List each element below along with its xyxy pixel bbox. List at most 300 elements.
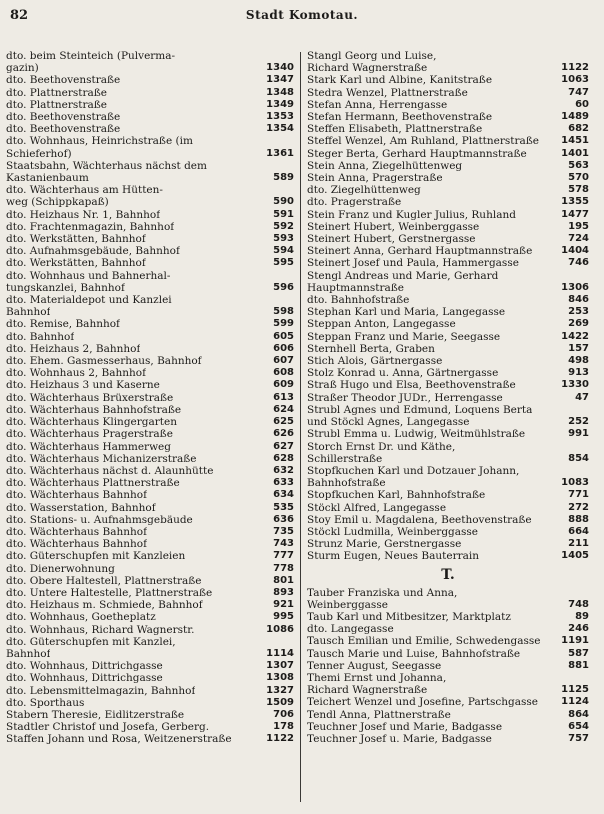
entry-name: dto. Langegasse — [307, 623, 394, 636]
entry-name: dto. Ziegelhüttenweg — [307, 184, 421, 197]
entry-house-number: 626 — [273, 428, 294, 440]
entry-house-number: 60 — [575, 98, 589, 110]
entry-house-number: 777 — [273, 550, 294, 562]
directory-entry — [6, 441, 294, 453]
directory-entry — [307, 648, 589, 660]
entry-house-number: 1405 — [561, 550, 589, 562]
entry-house-number: 1191 — [561, 635, 589, 647]
entry-house-number: 757 — [568, 732, 589, 744]
entry-name: dto. Wächterhaus am Hütten- — [6, 184, 163, 197]
entry-name: Bahnhof — [6, 306, 51, 319]
entry-house-number: 636 — [273, 513, 294, 525]
entry-name: dto. Wächterhaus Michanizerstraße — [6, 452, 197, 465]
entry-house-number: 664 — [568, 525, 589, 537]
entry-name: Tenner August, Seegasse — [307, 659, 442, 672]
entry-house-number: 778 — [273, 562, 294, 574]
entry-name: dto. Bahnhofstraße — [307, 294, 410, 307]
directory-entry — [307, 404, 589, 416]
directory-entry — [6, 74, 294, 86]
entry-name: dto. Wasserstation, Bahnhof — [6, 501, 156, 514]
entry-name: Steinert Josef und Paula, Hammergasse — [307, 257, 519, 270]
entry-name: dto. Heizhaus 3 und Kaserne — [6, 379, 160, 392]
entry-house-number: 771 — [568, 489, 589, 501]
entry-name: dto. beim Steinteich (Pulverma- — [6, 50, 176, 62]
entry-name: Strunz Marie, Gerstnergasse — [307, 538, 462, 551]
entry-house-number: 598 — [273, 306, 294, 318]
entry-name: Tausch Emilian und Emilie, Schwedengasse — [307, 635, 541, 648]
directory-entry — [6, 502, 294, 514]
entry-name: dto. Remise, Bahnhof — [6, 318, 120, 331]
entry-name: Richard Wagnerstraße — [307, 62, 428, 75]
entry-name: dto. Beethovenstraße — [6, 111, 121, 124]
entry-name: dto. Wächterhaus Pragerstraße — [6, 428, 173, 441]
entry-house-number: 535 — [273, 501, 294, 513]
entry-house-number: 913 — [568, 367, 589, 379]
directory-entry — [6, 184, 294, 196]
directory-entry — [6, 624, 294, 636]
entry-name: dto. Wohnhaus, Heinrichstraße (im — [6, 135, 193, 148]
directory-entry — [6, 196, 294, 208]
right-column-s-section — [307, 50, 589, 563]
directory-entry — [6, 733, 294, 745]
entry-name: Stich Alois, Gärtnergasse — [307, 355, 443, 368]
entry-name: Steffen Elisabeth, Plattnerstraße — [307, 123, 483, 136]
entry-house-number: 570 — [568, 172, 589, 184]
entry-name: Sturm Eugen, Neues Bauterrain — [307, 550, 479, 563]
entry-house-number: 613 — [273, 391, 294, 403]
entry-name: Hauptmannstraße — [307, 281, 404, 294]
directory-entry — [6, 563, 294, 575]
directory-entry — [307, 599, 589, 611]
entry-name: dto. Wächterhaus Klingergarten — [6, 416, 177, 429]
entry-house-number: 89 — [575, 610, 589, 622]
entry-house-number: 1477 — [561, 208, 589, 220]
entry-name: dto. Wächterhaus Brüxerstraße — [6, 391, 174, 404]
entry-house-number: 47 — [575, 391, 589, 403]
directory-entry — [307, 623, 589, 635]
entry-house-number: 743 — [273, 538, 294, 550]
directory-entry — [6, 294, 294, 306]
directory-entry — [307, 416, 589, 428]
entry-house-number: 1361 — [266, 147, 294, 159]
directory-entry — [307, 672, 589, 684]
entry-name: dto. Wächterhaus nächst d. Alaunhütte — [6, 464, 214, 477]
entry-name: dto. Heizhaus Nr. 1, Bahnhof — [6, 208, 161, 221]
directory-entry — [6, 306, 294, 318]
entry-house-number: 595 — [273, 257, 294, 269]
entry-house-number: 606 — [273, 342, 294, 354]
entry-house-number: 1340 — [266, 62, 294, 74]
entry-name: Stoy Emil u. Magdalena, Beethovenstraße — [307, 513, 532, 526]
directory-entry — [6, 257, 294, 269]
entry-name: Tauber Franziska und Anna, — [307, 586, 458, 599]
directory-entry — [307, 526, 589, 538]
entry-name: Stefan Hermann, Beethovenstraße — [307, 111, 493, 124]
entry-house-number: 592 — [273, 220, 294, 232]
entry-house-number: 1422 — [561, 330, 589, 342]
entry-name: Stangl Georg und Luise, — [307, 50, 437, 62]
directory-entry — [6, 392, 294, 404]
directory-entry — [307, 477, 589, 489]
entry-name: Straß Hugo und Elsa, Beethovenstraße — [307, 379, 516, 392]
directory-entry — [307, 233, 589, 245]
directory-entry — [307, 709, 589, 721]
directory-entry — [307, 209, 589, 221]
entry-name: Stadtler Christof und Josefa, Gerberg. — [6, 721, 210, 734]
entry-name: Steinert Hubert, Weinberggasse — [307, 220, 480, 233]
entry-house-number: 1308 — [266, 672, 294, 684]
entry-house-number: 1353 — [266, 111, 294, 123]
entry-house-number: 893 — [273, 586, 294, 598]
entry-name: Stein Anna, Ziegelhüttenweg — [307, 159, 463, 172]
directory-entry — [6, 697, 294, 709]
directory-entry — [6, 416, 294, 428]
entry-house-number: 628 — [273, 452, 294, 464]
entry-name: dto. Heizhaus 2, Bahnhof — [6, 342, 141, 355]
directory-entry — [6, 270, 294, 282]
directory-entry — [307, 160, 589, 172]
entry-house-number: 498 — [568, 355, 589, 367]
entry-name: dto. Werkstätten, Bahnhof — [6, 233, 146, 246]
directory-entry — [307, 660, 589, 672]
entry-house-number: 253 — [568, 306, 589, 318]
directory-entry — [6, 685, 294, 697]
entry-name: Bahnhof — [6, 647, 51, 660]
directory-entry — [307, 306, 589, 318]
directory-entry — [6, 160, 294, 172]
entry-name: dto. Güterschupfen mit Kanzleien — [6, 550, 186, 563]
entry-name: dto. Beethovenstraße — [6, 74, 121, 87]
directory-entry — [307, 172, 589, 184]
directory-entry — [307, 465, 589, 477]
directory-entry — [6, 148, 294, 160]
directory-entry — [6, 355, 294, 367]
entry-name: tungskanzlei, Bahnhof — [6, 281, 125, 294]
entry-house-number: 1122 — [266, 733, 294, 745]
directory-entry — [307, 245, 589, 257]
entry-name: weg (Schippkapaß) — [6, 196, 109, 209]
directory-entry — [307, 62, 589, 74]
entry-name: Stengl Andreas und Marie, Gerhard — [307, 269, 499, 282]
entry-name: dto. Wohnhaus und Bahnerhal- — [6, 269, 171, 282]
entry-house-number: 1327 — [266, 684, 294, 696]
entry-house-number: 747 — [568, 86, 589, 98]
entry-house-number: 627 — [273, 440, 294, 452]
entry-name: und Stöckl Agnes, Langegasse — [307, 416, 470, 429]
directory-entry — [6, 672, 294, 684]
directory-entry — [6, 587, 294, 599]
directory-entry — [307, 441, 589, 453]
entry-house-number: 682 — [568, 123, 589, 135]
entry-name: dto. Lebensmittelmagazin, Bahnhof — [6, 684, 196, 697]
entry-name: dto. Heizhaus m. Schmiede, Bahnhof — [6, 599, 203, 612]
entry-name: dto. Beethovenstraße — [6, 123, 121, 136]
entry-name: Steger Berta, Gerhard Hauptmannstraße — [307, 147, 527, 160]
directory-entry — [6, 721, 294, 733]
entry-name: dto. Materialdepot und Kanzlei — [6, 294, 172, 307]
entry-name: Stolz Konrad u. Anna, Gärtnergasse — [307, 367, 499, 380]
directory-entry — [6, 489, 294, 501]
directory-entry — [307, 538, 589, 550]
directory-entry — [6, 660, 294, 672]
directory-entry — [307, 611, 589, 623]
directory-entry — [6, 282, 294, 294]
directory-entry — [307, 696, 589, 708]
page-number: 82 — [10, 8, 29, 23]
entry-name: dto. Frachtenmagazin, Bahnhof — [6, 220, 175, 233]
entry-house-number: 589 — [273, 172, 294, 184]
right-column-t-section — [307, 587, 589, 746]
directory-entry — [307, 550, 589, 562]
directory-entry — [307, 87, 589, 99]
directory-entry — [307, 367, 589, 379]
entry-name: gazin) — [6, 62, 39, 75]
entry-name: Steppan Anton, Langegasse — [307, 318, 456, 331]
entry-house-number: 1489 — [561, 111, 589, 123]
entry-name: dto. Plattnerstraße — [6, 86, 107, 99]
entry-house-number: 748 — [568, 598, 589, 610]
entry-name: dto. Wächterhaus Bahnhofstraße — [6, 403, 182, 416]
directory-entry — [307, 635, 589, 647]
entry-name: Stein Franz und Kugler Julius, Ruhland — [307, 208, 516, 221]
directory-entry — [307, 502, 589, 514]
entry-house-number: 1086 — [266, 623, 294, 635]
entry-name: Teuchner Josef u. Marie, Badgasse — [307, 732, 492, 745]
entry-name: Tendl Anna, Plattnerstraße — [307, 708, 451, 721]
entry-house-number: 706 — [273, 708, 294, 720]
directory-entry — [6, 99, 294, 111]
entry-name: dto. Ehem. Gasmesserhaus, Bahnhof — [6, 355, 202, 368]
entry-house-number: 724 — [568, 233, 589, 245]
entry-house-number: 1125 — [561, 684, 589, 696]
directory-entry — [6, 87, 294, 99]
entry-name: Weinberggasse — [307, 598, 388, 611]
entry-house-number: 624 — [273, 403, 294, 415]
entry-house-number: 634 — [273, 489, 294, 501]
entry-house-number: 599 — [273, 318, 294, 330]
entry-name: Stöckl Alfred, Langegasse — [307, 501, 447, 514]
directory-entry — [6, 172, 294, 184]
entry-house-number: 1354 — [266, 123, 294, 135]
entry-name: Stopfkuchen Karl, Bahnhofstraße — [307, 489, 486, 502]
directory-entry — [6, 331, 294, 343]
entry-house-number: 1509 — [266, 696, 294, 708]
entry-house-number: 272 — [568, 501, 589, 513]
entry-house-number: 211 — [568, 538, 589, 550]
directory-entry — [6, 343, 294, 355]
entry-name: Richard Wagnerstraße — [307, 684, 428, 697]
directory-entry — [6, 123, 294, 135]
entry-name: dto. Plattnerstraße — [6, 98, 107, 111]
directory-entry — [307, 684, 589, 696]
directory-entry — [6, 404, 294, 416]
entry-house-number: 269 — [568, 318, 589, 330]
entry-house-number: 881 — [568, 659, 589, 671]
entry-name: Steppan Franz und Marie, Seegasse — [307, 330, 501, 343]
entry-house-number: 921 — [273, 599, 294, 611]
directory-entry — [6, 526, 294, 538]
entry-name: Staffen Johann und Rosa, Weitzenerstraße — [6, 733, 232, 746]
directory-entry — [6, 111, 294, 123]
entry-house-number: 1063 — [561, 74, 589, 86]
directory-entry — [307, 331, 589, 343]
directory-entry — [6, 575, 294, 587]
entry-name: Steffel Wenzel, Am Ruhland, Plattnerstraße — [307, 135, 540, 148]
directory-entry — [307, 453, 589, 465]
entry-name: dto. Wohnhaus 2, Bahnhof — [6, 367, 147, 380]
entry-house-number: 1306 — [561, 281, 589, 293]
entry-name: dto. Wächterhaus Plattnerstraße — [6, 477, 180, 490]
entry-name: Staatsbahn, Wächterhaus nächst dem — [6, 159, 207, 172]
entry-house-number: 864 — [568, 708, 589, 720]
entry-house-number: 746 — [568, 257, 589, 269]
directory-entry — [6, 636, 294, 648]
entry-name: Kastanienbaum — [6, 172, 89, 185]
directory-entry — [307, 392, 589, 404]
entry-name: dto. Wohnhaus, Dittrichgasse — [6, 672, 163, 685]
entry-house-number: 1401 — [561, 147, 589, 159]
entry-house-number: 991 — [568, 428, 589, 440]
column-divider — [300, 52, 301, 802]
entry-name: Strubl Emma u. Ludwig, Weitmühlstraße — [307, 428, 526, 441]
directory-entry — [307, 489, 589, 501]
entry-name: dto. Pragerstraße — [307, 196, 402, 209]
directory-entry — [6, 709, 294, 721]
entry-house-number: 888 — [568, 513, 589, 525]
entry-house-number: 1347 — [266, 74, 294, 86]
entry-house-number: 609 — [273, 379, 294, 391]
directory-entry — [6, 477, 294, 489]
entry-house-number: 593 — [273, 233, 294, 245]
entry-name: Stopfkuchen Karl und Dotzauer Johann, — [307, 464, 520, 477]
directory-entry — [307, 74, 589, 86]
entry-house-number: 1404 — [561, 245, 589, 257]
directory-entry — [6, 428, 294, 440]
entry-name: Taub Karl und Mitbesitzer, Marktplatz — [307, 610, 511, 623]
entry-name: dto. Dienerwohnung — [6, 562, 115, 575]
entry-name: Teichert Wenzel und Josefine, Partschgasse — [307, 696, 539, 709]
directory-entry — [6, 465, 294, 477]
entry-house-number: 625 — [273, 416, 294, 428]
entry-house-number: 654 — [568, 720, 589, 732]
entry-name: Steinert Hubert, Gerstnergasse — [307, 233, 476, 246]
directory-entry — [6, 221, 294, 233]
entry-house-number: 1330 — [561, 379, 589, 391]
directory-entry — [307, 221, 589, 233]
directory-entry — [6, 233, 294, 245]
entry-name: Stefan Anna, Herrengasse — [307, 98, 448, 111]
directory-entry — [307, 111, 589, 123]
entry-house-number: 594 — [273, 245, 294, 257]
entry-name: Tausch Marie und Luise, Bahnhofstraße — [307, 647, 521, 660]
entry-house-number: 157 — [568, 342, 589, 354]
directory-entry — [6, 538, 294, 550]
entry-name: Stabern Theresie, Eidlitzerstraße — [6, 708, 185, 721]
entry-house-number: 846 — [568, 294, 589, 306]
directory-entry — [307, 587, 589, 599]
entry-house-number: 1355 — [561, 196, 589, 208]
entry-name: dto. Sporthaus — [6, 696, 85, 709]
directory-entry — [307, 184, 589, 196]
entry-house-number: 1114 — [266, 647, 294, 659]
entry-house-number: 591 — [273, 208, 294, 220]
entry-house-number: 1451 — [561, 135, 589, 147]
directory-entry — [6, 453, 294, 465]
entry-house-number: 1349 — [266, 98, 294, 110]
entry-house-number: 1124 — [561, 696, 589, 708]
entry-house-number: 587 — [568, 647, 589, 659]
directory-entry — [307, 270, 589, 282]
entry-house-number: 633 — [273, 477, 294, 489]
entry-name: Stephan Karl und Maria, Langegasse — [307, 306, 506, 319]
entry-name: Themi Ernst und Johanna, — [307, 671, 447, 684]
directory-entry — [307, 282, 589, 294]
entry-name: Stark Karl und Albine, Kanitstraße — [307, 74, 493, 87]
entry-house-number: 1348 — [266, 86, 294, 98]
directory-entry — [307, 50, 589, 62]
entry-house-number: 590 — [273, 196, 294, 208]
directory-entry — [307, 318, 589, 330]
entry-house-number: 1083 — [561, 477, 589, 489]
entry-name: dto. Wohnhaus, Dittrichgasse — [6, 660, 163, 673]
entry-house-number: 1122 — [561, 62, 589, 74]
directory-entry — [307, 721, 589, 733]
entry-name: Storch Ernst Dr. und Käthe, — [307, 440, 456, 453]
entry-house-number: 801 — [273, 574, 294, 586]
entry-name: dto. Wohnhaus, Richard Wagnerstr. — [6, 623, 195, 636]
entry-name: dto. Obere Haltestell, Plattnerstraße — [6, 574, 202, 587]
entry-name: dto. Wohnhaus, Goetheplatz — [6, 611, 156, 624]
entry-name: dto. Bahnhof — [6, 330, 75, 343]
directory-entry — [6, 50, 294, 62]
entry-name: Steinert Anna, Gerhard Hauptmannstraße — [307, 245, 533, 258]
entry-house-number: 854 — [568, 452, 589, 464]
entry-name: dto. Wächterhaus Hammerweg — [6, 440, 171, 453]
directory-entry — [6, 599, 294, 611]
entry-name: Stöckl Ludmilla, Weinberggasse — [307, 525, 479, 538]
entry-name: dto. Aufnahmsgebäude, Bahnhof — [6, 245, 180, 258]
directory-entry — [307, 196, 589, 208]
entry-name: dto. Wächterhaus Bahnhof — [6, 538, 147, 551]
directory-entry — [307, 148, 589, 160]
right-column — [307, 50, 589, 814]
entry-house-number: 608 — [273, 367, 294, 379]
entry-house-number: 735 — [273, 525, 294, 537]
directory-entry — [307, 514, 589, 526]
entry-house-number: 252 — [568, 416, 589, 428]
entry-name: Stein Anna, Pragerstraße — [307, 172, 443, 185]
directory-entry — [6, 245, 294, 257]
directory-entry — [6, 367, 294, 379]
entry-house-number: 578 — [568, 184, 589, 196]
entry-name: dto. Wächterhaus Bahnhof — [6, 525, 147, 538]
entry-name: dto. Güterschupfen mit Kanzlei, — [6, 635, 176, 648]
entry-house-number: 178 — [273, 721, 294, 733]
directory-entry — [6, 379, 294, 391]
entry-name: Stedra Wenzel, Plattnerstraße — [307, 86, 468, 99]
entry-house-number: 605 — [273, 330, 294, 342]
entry-name: Bahnhofstraße — [307, 477, 386, 490]
entry-name: Teuchner Josef und Marie, Badgasse — [307, 720, 503, 733]
directory-entry — [307, 379, 589, 391]
directory-entry — [6, 318, 294, 330]
entry-house-number: 607 — [273, 355, 294, 367]
directory-entry — [307, 343, 589, 355]
directory-entry — [307, 123, 589, 135]
directory-entry — [307, 257, 589, 269]
directory-entry — [6, 550, 294, 562]
directory-entry — [6, 135, 294, 147]
